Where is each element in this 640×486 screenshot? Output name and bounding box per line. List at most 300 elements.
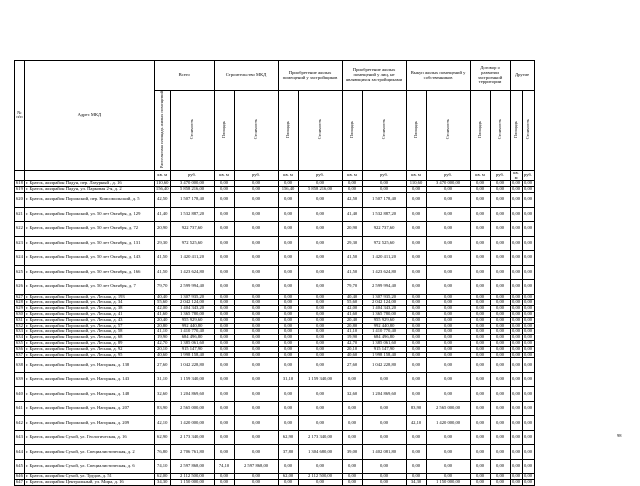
area-cell: 41,50 <box>154 251 170 266</box>
cost-cell: 0,00 <box>298 329 342 335</box>
cost-cell: 0,00 <box>524 479 533 485</box>
area-cell: 37,80 <box>278 445 298 460</box>
cost-cell: 0,00 <box>298 251 342 266</box>
area-cell: 0,00 <box>470 335 490 341</box>
area-cell: 0,00 <box>214 222 234 237</box>
cost-cell: 0,00 <box>522 358 534 373</box>
area-cell: 0,00 <box>406 387 426 402</box>
area-cell: 0,00 <box>470 300 490 306</box>
header-construction: Строительство МКД <box>214 61 278 91</box>
cost-cell: 0,00 <box>298 346 342 352</box>
area-cell: 0,00 <box>406 430 426 445</box>
cost-cell: 0,00 <box>522 372 534 387</box>
cost-cell: 1 204 869,60 <box>362 387 406 402</box>
cost-cell: 0,00 <box>234 335 278 341</box>
area-cell: 20,40 <box>342 317 362 323</box>
cost-cell: 0,00 <box>490 340 510 346</box>
area-cell: 0,00 <box>510 430 522 445</box>
area-cell: 0,00 <box>510 193 522 208</box>
row-address: г. Братск, жилрайон Порожский, ул. Нагорная, д. 207 <box>24 401 154 416</box>
cost-cell: 0,00 <box>524 334 533 340</box>
area-cell: 0,00 <box>406 474 426 480</box>
area-cell: 0,00 <box>214 335 234 341</box>
area-cell: 0,00 <box>470 280 490 295</box>
area-cell: 42,10 <box>406 416 426 431</box>
area-cell: 0,00 <box>406 236 426 251</box>
row-number: 641 <box>15 401 25 416</box>
cost-cell: 0,00 <box>426 372 470 387</box>
area-cell: 41,60 <box>154 311 170 317</box>
area-cell: 0,00 <box>406 323 426 329</box>
cost-cell: 0,00 <box>490 387 510 402</box>
row-number: 629 <box>16 305 23 311</box>
row-address: г. Братск, жилрайон Порожский, ул. Лесная, д. 92 <box>24 346 154 352</box>
area-cell: 0,00 <box>342 401 362 416</box>
cost-cell: 0,00 <box>426 340 470 346</box>
unit-label: руб. <box>298 170 342 181</box>
cost-cell: 0,00 <box>298 340 342 346</box>
cost-cell: 2 599 994,40 <box>362 280 406 295</box>
cost-cell: 0,00 <box>298 300 342 306</box>
cost-cell: 1 423 624,80 <box>362 265 406 280</box>
cost-cell: 0,00 <box>426 280 470 295</box>
cost-cell: 955 929,60 <box>170 317 214 323</box>
row-number: 647 <box>16 479 23 485</box>
table-row <box>15 459 535 474</box>
area-cell: 0,00 <box>406 335 426 341</box>
row-address: г. Братск, жилрайон Порожский, ул. 50 лет Октября, д. 131 <box>24 236 154 251</box>
cost-cell: 0,00 <box>490 445 510 460</box>
cost-cell: 1 410 770,40 <box>170 329 214 335</box>
housing-register-table <box>14 60 535 486</box>
cost-cell: 0,00 <box>362 372 406 387</box>
area-cell: 0,00 <box>512 334 521 340</box>
cost-cell: 0,00 <box>426 187 470 193</box>
cost-cell: 0,00 <box>234 372 278 387</box>
cost-cell: 0,00 <box>298 311 342 317</box>
area-cell: 76,80 <box>154 445 170 460</box>
row-number: 619 <box>16 186 23 192</box>
cost-cell: 0,00 <box>426 222 470 237</box>
area-cell: 0,00 <box>214 346 234 352</box>
table-row <box>15 236 535 251</box>
cost-cell: 915 147,90 <box>362 346 406 352</box>
area-cell: 110,60 <box>406 181 426 187</box>
area-cell: 42,50 <box>154 193 170 208</box>
cost-cell: 0,00 <box>234 430 278 445</box>
area-cell: 0,00 <box>406 251 426 266</box>
area-cell: 0,00 <box>214 474 234 480</box>
cost-cell: 1 365 780,00 <box>362 311 406 317</box>
cost-cell: 922 737,60 <box>170 222 214 237</box>
cost-cell: 0,00 <box>298 306 342 312</box>
row-address: г. Братск, жилрайон Сухой, ул. Специалистическая, д. 6 <box>24 459 154 474</box>
area-cell: 0,00 <box>510 401 522 416</box>
cost-cell: 1 507 178,40 <box>170 193 214 208</box>
unit-label: кв. м <box>278 170 298 181</box>
register-table-container <box>14 60 535 486</box>
area-cell: 34,30 <box>154 480 170 486</box>
area-cell: 0,00 <box>470 236 490 251</box>
area-cell: 0,00 <box>278 480 298 486</box>
area-cell: 0,00 <box>406 294 426 300</box>
area-cell: 42,70 <box>154 340 170 346</box>
area-cell: 20,80 <box>154 323 170 329</box>
unit-label: кв. м <box>510 170 522 181</box>
row-address: г. Братск, жилрайон Сухой, ул. Трудов, д. 51 <box>24 474 154 480</box>
area-cell: 0,00 <box>278 251 298 266</box>
cost-cell: 0,00 <box>490 207 510 222</box>
unit-label: руб. <box>522 170 534 181</box>
area-cell: 0,00 <box>214 323 234 329</box>
cost-cell: 3 470 000,00 <box>426 181 470 187</box>
cost-cell: 0,00 <box>234 401 278 416</box>
area-cell: 0,00 <box>470 430 490 445</box>
area-cell: 0,00 <box>406 352 426 358</box>
cost-cell: 0,00 <box>524 186 533 192</box>
area-cell: 41,40 <box>342 207 362 222</box>
area-cell: 0,00 <box>470 346 490 352</box>
area-cell: 0,00 <box>214 236 234 251</box>
cost-cell: 0,00 <box>524 323 533 328</box>
cost-cell: 0,00 <box>362 480 406 486</box>
area-cell: 0,00 <box>214 306 234 312</box>
header-buyout: Выкуп жилых помещений у собственников <box>406 61 470 91</box>
cost-cell: 684 496,80 <box>362 335 406 341</box>
cost-cell: 0,00 <box>234 416 278 431</box>
cost-cell: 0,00 <box>524 346 533 351</box>
area-cell: 42,00 <box>342 306 362 312</box>
cost-cell: 0,00 <box>298 181 342 187</box>
unit-label: руб. <box>490 170 510 181</box>
area-cell: 0,00 <box>278 335 298 341</box>
row-address: г. Братск, жилрайон Порожский, ул. Нагорная, д. 138 <box>24 358 154 373</box>
area-cell: 0,00 <box>512 317 521 322</box>
cost-cell: 1 159 340,00 <box>170 372 214 387</box>
area-cell: 0,00 <box>512 340 521 345</box>
area-cell: 0,00 <box>214 372 234 387</box>
cost-cell: 0,00 <box>490 459 510 474</box>
cost-cell: 0,00 <box>524 352 533 357</box>
area-cell: 19,90 <box>154 335 170 341</box>
cost-cell: 972 525,60 <box>362 236 406 251</box>
cost-cell: 0,00 <box>524 180 533 186</box>
subheader-area: Площадь <box>406 91 426 171</box>
cost-cell: 1 307 935,20 <box>362 294 406 300</box>
cost-cell: 0,00 <box>234 306 278 312</box>
cost-cell: 1 150 000,00 <box>426 480 470 486</box>
area-cell: 0,00 <box>214 480 234 486</box>
area-cell: 0,00 <box>470 459 490 474</box>
area-cell: 0,00 <box>470 207 490 222</box>
cost-cell: 1 420 000,00 <box>426 416 470 431</box>
area-cell: 34,30 <box>406 480 426 486</box>
area-cell: 0,00 <box>278 294 298 300</box>
page-number: 98 <box>617 433 622 438</box>
table-row <box>15 445 535 460</box>
row-number: 633 <box>16 328 23 334</box>
cost-cell: 0,00 <box>298 317 342 323</box>
area-cell: 0,00 <box>278 311 298 317</box>
area-cell: 0,00 <box>470 329 490 335</box>
header-other: Другие <box>510 61 534 91</box>
area-cell: 0,00 <box>406 306 426 312</box>
table-row <box>15 280 535 295</box>
row-address: г. Братск, жилрайон Порожский, ул. Нагорная, д. 143 <box>24 372 154 387</box>
cost-cell: 0,00 <box>362 474 406 480</box>
area-cell: 20,40 <box>154 317 170 323</box>
cost-cell: 0,00 <box>490 306 510 312</box>
cost-cell: 3 470 000,00 <box>170 181 214 187</box>
area-cell: 0,00 <box>278 358 298 373</box>
unit-label: руб. <box>170 170 214 181</box>
area-cell: 0,00 <box>406 329 426 335</box>
cost-cell: 0,00 <box>490 480 510 486</box>
row-address: г. Братск, жилрайон Порожский, ул. 50 лет Октября, д. 166 <box>24 265 154 280</box>
area-cell: 39,00 <box>342 445 362 460</box>
area-cell: 0,00 <box>512 180 521 186</box>
subheader-area: Площадь <box>214 91 234 171</box>
area-cell: 62,90 <box>154 430 170 445</box>
cost-cell: 0,00 <box>362 181 406 187</box>
cost-cell: 0,00 <box>426 329 470 335</box>
cost-cell: 0,00 <box>490 193 510 208</box>
area-cell: 0,00 <box>342 474 362 480</box>
area-cell: 83,90 <box>154 401 170 416</box>
area-cell: 0,00 <box>342 181 362 187</box>
area-cell: 0,00 <box>470 372 490 387</box>
area-cell: 0,00 <box>512 299 521 305</box>
area-cell: 0,00 <box>510 372 522 387</box>
area-cell: 0,00 <box>406 311 426 317</box>
cost-cell: 0,00 <box>490 474 510 480</box>
row-address: г. Братск, жилрайон Падун, пер. Лазурный , д. 16 <box>24 181 154 187</box>
area-cell: 42,70 <box>342 340 362 346</box>
cost-cell: 915 147,90 <box>170 346 214 352</box>
area-cell: 0,00 <box>510 265 522 280</box>
cost-cell: 0,00 <box>426 352 470 358</box>
cost-cell: 1 159 340,00 <box>298 372 342 387</box>
cost-cell: 1 404 343,20 <box>170 306 214 312</box>
area-cell: 0,00 <box>214 430 234 445</box>
area-cell: 42,10 <box>154 416 170 431</box>
cost-cell: 0,00 <box>426 346 470 352</box>
row-number: 642 <box>15 416 25 431</box>
row-number: 632 <box>16 323 23 328</box>
area-cell: 41,40 <box>154 207 170 222</box>
cost-cell: 1 385 061,60 <box>170 340 214 346</box>
cost-cell: 0,00 <box>234 187 278 193</box>
cost-cell: 0,00 <box>490 222 510 237</box>
area-cell: 0,00 <box>406 207 426 222</box>
cost-cell: 684 496,80 <box>170 335 214 341</box>
row-number: 620 <box>15 193 25 208</box>
area-cell: 0,00 <box>470 265 490 280</box>
cost-cell: 992 440,80 <box>170 323 214 329</box>
cost-cell: 0,00 <box>234 317 278 323</box>
header-address: Адрес МКД <box>24 61 154 171</box>
row-number: 625 <box>15 265 25 280</box>
area-cell: 40,60 <box>342 352 362 358</box>
area-cell: 41,50 <box>342 251 362 266</box>
cost-cell: 0,00 <box>490 300 510 306</box>
area-cell: 83,90 <box>406 401 426 416</box>
area-cell: 0,00 <box>214 329 234 335</box>
cost-cell: 0,00 <box>234 474 278 480</box>
cost-cell: 0,00 <box>490 430 510 445</box>
area-cell: 31,10 <box>278 372 298 387</box>
cost-cell: 5 858 216,00 <box>170 187 214 193</box>
area-cell: 0,00 <box>278 193 298 208</box>
row-number: 640 <box>15 387 25 402</box>
cost-cell: 0,00 <box>490 311 510 317</box>
row-number: 635 <box>16 340 23 345</box>
row-address: г. Братск, жилрайон Порожский, ул. Лесная, д. 43 <box>24 317 154 323</box>
area-cell: 0,00 <box>510 207 522 222</box>
area-cell: 0,00 <box>406 445 426 460</box>
area-cell: 0,00 <box>278 181 298 187</box>
cost-cell: 992 440,80 <box>362 323 406 329</box>
area-cell: 0,00 <box>214 294 234 300</box>
cost-cell: 2 042 124,00 <box>170 300 214 306</box>
unit-label: руб. <box>362 170 406 181</box>
area-cell: 0,00 <box>214 181 234 187</box>
cost-cell: 0,00 <box>490 323 510 329</box>
area-cell: 0,00 <box>470 401 490 416</box>
cost-cell: 0,00 <box>490 236 510 251</box>
area-cell: 0,00 <box>470 294 490 300</box>
cost-cell: 0,00 <box>426 306 470 312</box>
area-cell: 0,00 <box>406 340 426 346</box>
cost-cell: 0,00 <box>234 236 278 251</box>
cost-cell: 1 365 780,00 <box>170 311 214 317</box>
row-address: г. Братск, жилрайон Порожский, ул. 50 лет Октября, д. 129 <box>24 207 154 222</box>
row-address: г. Братск, жилрайон Порожский, ул. Лесная, д. 41 <box>24 311 154 317</box>
cost-cell: 0,00 <box>524 340 533 345</box>
table-row <box>15 358 535 373</box>
area-cell: 40,40 <box>342 294 362 300</box>
area-cell: 0,00 <box>278 300 298 306</box>
area-cell: 0,00 <box>214 445 234 460</box>
cost-cell: 0,00 <box>490 265 510 280</box>
area-cell: 20,90 <box>342 222 362 237</box>
area-cell: 0,00 <box>510 445 522 460</box>
cost-cell: 0,00 <box>298 352 342 358</box>
cost-cell: 0,00 <box>426 430 470 445</box>
area-cell: 0,00 <box>342 459 362 474</box>
cost-cell: 1 042 228,80 <box>362 358 406 373</box>
row-address: г. Братск, жилрайон Порожский, пер. Комсомольский, д. 5 <box>24 193 154 208</box>
cost-cell: 1 385 061,60 <box>362 340 406 346</box>
cost-cell: 2 112 500,00 <box>298 474 342 480</box>
area-cell: 41,60 <box>342 311 362 317</box>
area-cell: 0,00 <box>214 317 234 323</box>
area-cell: 0,00 <box>278 352 298 358</box>
cost-cell: 0,00 <box>234 300 278 306</box>
cost-cell: 0,00 <box>524 311 533 316</box>
cost-cell: 0,00 <box>426 251 470 266</box>
cost-cell: 0,00 <box>426 445 470 460</box>
area-cell: 0,00 <box>406 280 426 295</box>
cost-cell: 0,00 <box>490 335 510 341</box>
area-cell: 0,00 <box>214 251 234 266</box>
area-cell: 40,60 <box>154 352 170 358</box>
area-cell: 0,00 <box>214 207 234 222</box>
table-row <box>15 372 535 387</box>
area-cell: 29,30 <box>342 236 362 251</box>
row-number: 636 <box>16 346 23 351</box>
cost-cell: 0,00 <box>524 473 533 479</box>
cost-cell: 0,00 <box>490 346 510 352</box>
row-number: 634 <box>16 334 23 340</box>
cost-cell: 2 173 340,00 <box>298 430 342 445</box>
area-cell: 32,60 <box>154 387 170 402</box>
cost-cell: 0,00 <box>490 317 510 323</box>
row-address: г. Братск, жилрайон Порожский, ул. Лесная, д. 193 <box>24 294 154 300</box>
row-number: 638 <box>15 358 25 373</box>
area-cell: 40,40 <box>154 294 170 300</box>
area-cell: 0,00 <box>214 416 234 431</box>
area-cell: 41,10 <box>154 329 170 335</box>
row-address: г. Братск, жилрайон Порожский, ул. Лесная, д. 34 <box>24 300 154 306</box>
cost-cell: 0,00 <box>522 265 534 280</box>
area-cell: 0,00 <box>406 358 426 373</box>
area-cell: 20,80 <box>342 323 362 329</box>
area-cell: 0,00 <box>470 340 490 346</box>
table-row <box>15 430 535 445</box>
area-cell: 0,00 <box>214 352 234 358</box>
area-cell: 27,60 <box>342 358 362 373</box>
area-cell: 19,90 <box>342 335 362 341</box>
row-address: г. Братск, жилрайон Центральный, ул. Мира, д. 16 <box>24 480 154 486</box>
area-cell: 31,10 <box>154 372 170 387</box>
cost-cell: 0,00 <box>490 352 510 358</box>
row-number: 623 <box>15 236 25 251</box>
area-cell: 0,00 <box>470 358 490 373</box>
subheader-cost: Стоимость <box>234 91 278 171</box>
area-cell: 20,10 <box>342 346 362 352</box>
cost-cell: 0,00 <box>298 280 342 295</box>
area-cell: 79,70 <box>342 280 362 295</box>
row-address: г. Братск, жилрайон Порожский, ул. Лесная, д. 58 <box>24 329 154 335</box>
area-cell: 0,00 <box>278 340 298 346</box>
area-cell: 0,00 <box>214 311 234 317</box>
cost-cell: 1 307 935,20 <box>170 294 214 300</box>
area-cell: 0,00 <box>278 416 298 431</box>
area-cell: 41,10 <box>342 329 362 335</box>
cost-cell: 0,00 <box>522 459 534 474</box>
cost-cell: 0,00 <box>298 294 342 300</box>
cost-cell: 2 112 500,00 <box>170 474 214 480</box>
cost-cell: 1 204 869,60 <box>170 387 214 402</box>
cost-cell: 0,00 <box>524 317 533 322</box>
cost-cell: 0,00 <box>490 358 510 373</box>
cost-cell: 0,00 <box>362 416 406 431</box>
area-cell: 0,00 <box>510 416 522 431</box>
cost-cell: 0,00 <box>298 335 342 341</box>
cost-cell: 0,00 <box>362 459 406 474</box>
area-cell: 0,00 <box>470 251 490 266</box>
table-row <box>15 416 535 431</box>
cost-cell: 0,00 <box>490 401 510 416</box>
area-cell: 0,00 <box>406 372 426 387</box>
area-cell: 32,60 <box>342 387 362 402</box>
area-cell: 156,40 <box>278 187 298 193</box>
area-cell: 0,00 <box>214 300 234 306</box>
cost-cell: 0,00 <box>362 187 406 193</box>
cost-cell: 0,00 <box>298 236 342 251</box>
cost-cell: 0,00 <box>234 294 278 300</box>
